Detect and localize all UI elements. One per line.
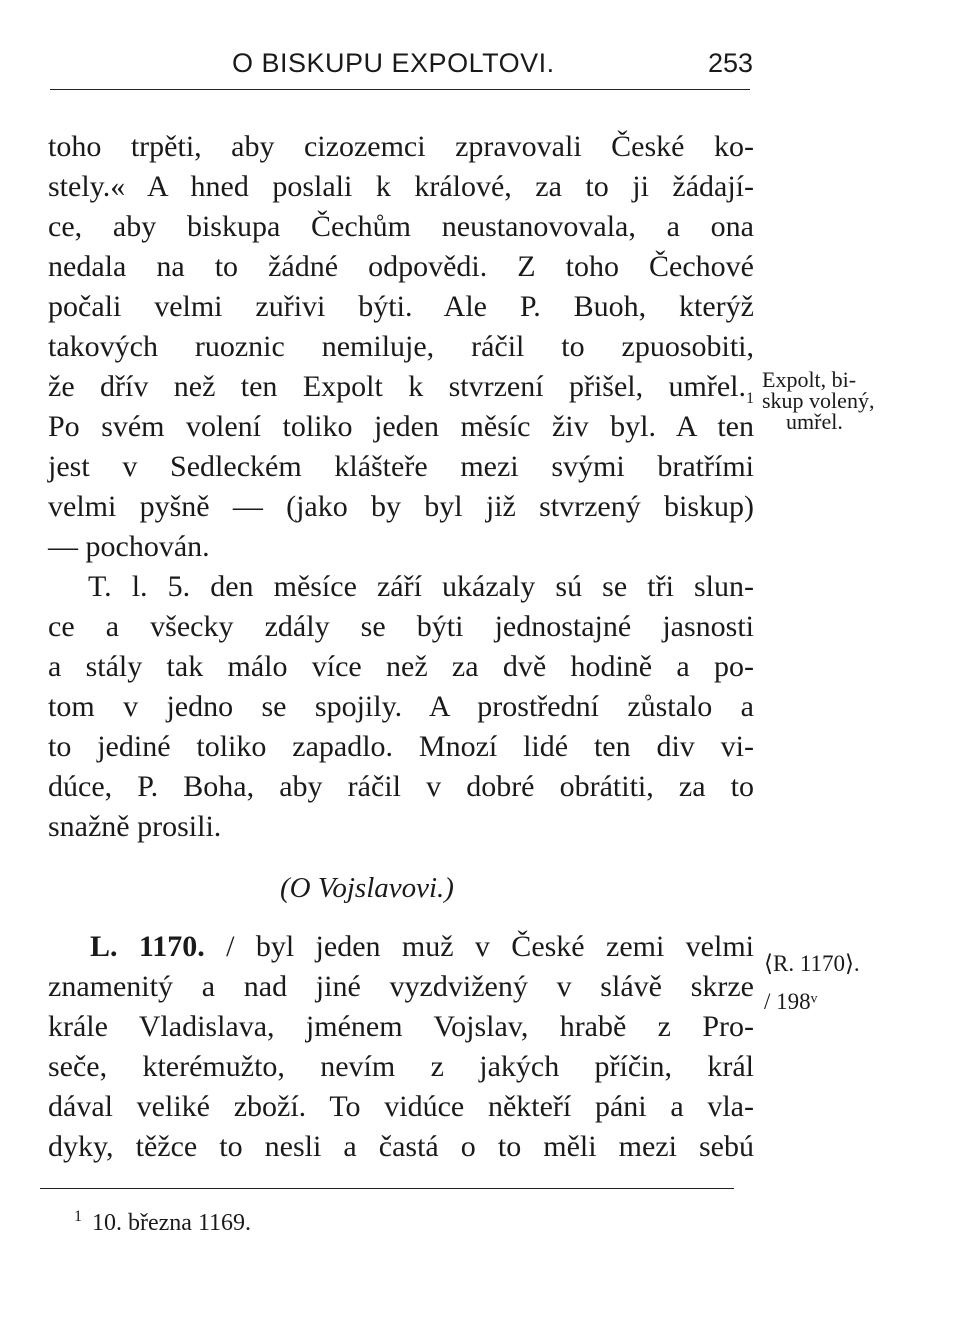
text-line: velmi pyšně — (jako by byl již stvrzený biskup) [48,490,754,523]
text-line: to jediné toliko zapadlo. Mnozí lidé ten div vi- [48,730,754,763]
header-rule [50,89,750,90]
footnote-reference: 1 [746,390,754,407]
text-line: ce a všecky zdály se býti jednostajné jasnosti [48,610,754,643]
text-line: seče, kterémužto, nevím z jakých příčin, král [48,1050,754,1083]
text-line-with-year [48,927,754,967]
margin-note-line: skup volený, [762,388,875,413]
text-line: znamenitý a nad jiné vyzdvižený v slávě skrze [48,970,754,1003]
page-number: 253 [708,48,754,78]
margin-note-year [764,945,860,1021]
text-line: ce, aby biskupa Čechům neustanovovala, a ona [48,210,754,243]
text-line: snažně prosili. [48,810,222,843]
text-line: jest v Sedleckém klášteře mezi svými bratřími [48,450,754,483]
text-line: krále Vladislava, jménem Vojslav, hrabě z Pro- [48,1010,754,1043]
text-line-content: / byl jeden muž v České zemi velmi [226,930,754,963]
text-line: nedala na to žádné odpovědi. Z toho Čechové [48,250,754,283]
text-line: dyky, těžce to nesli a častá o to měli mezi sebú [48,1130,754,1163]
text-line: a stály tak málo více než za dvě hodině a po- [48,650,754,683]
paragraph-expolt [48,127,754,567]
text-line: takových ruoznic nemiluje, ráčil to zpuosobiti, [48,330,754,363]
text-line: — pochován. [48,530,210,563]
year-label: L. 1170. [90,930,205,963]
text-line: dával veliké zboží. To vidúce někteří páni a vla- [48,1090,754,1123]
footnote-rule [40,1188,734,1189]
footnote-text: 10. března 1169. [92,1210,252,1236]
text-line: T. l. 5. den měsíce září ukázaly sú se tři slun- [88,570,754,603]
paragraph-vojslav [48,927,754,1167]
text-line: dúce, P. Boha, aby ráčil v dobré obrátiti, za to [48,770,754,803]
margin-note-line: Expolt, bi- [762,367,857,392]
margin-note-line: umřel. [786,409,843,434]
text-line-with-footnote [48,367,754,407]
margin-note-line: / 198ᵛ [764,989,818,1014]
paragraph-three-suns [48,567,754,847]
text-line-content: že dřív než ten Expolt k stvrzení přišel, umřel. [48,370,746,403]
text-line: stely.« A hned poslali k králové, za to ji žádají- [48,170,754,203]
margin-note-expolt [762,369,874,432]
section-title: (O Vojslavovi.) [280,872,454,904]
text-line: toho trpěti, aby cizozemci zpravovali České ko- [48,130,754,163]
margin-note-line: ⟨R. 1170⟩. [764,951,860,976]
text-line: počali velmi zuřivi býti. Ale P. Buoh, kterýž [48,290,754,323]
footnote [74,1208,251,1237]
text-line: tom v jedno se spojily. A prostřední zůstalo a [48,690,754,723]
text-line: Po svém volení toliko jeden měsíc živ byl. A ten [48,410,754,443]
running-header-title: O BISKUPU EXPOLTOVI. [232,48,555,78]
footnote-mark: 1 [74,1208,82,1225]
